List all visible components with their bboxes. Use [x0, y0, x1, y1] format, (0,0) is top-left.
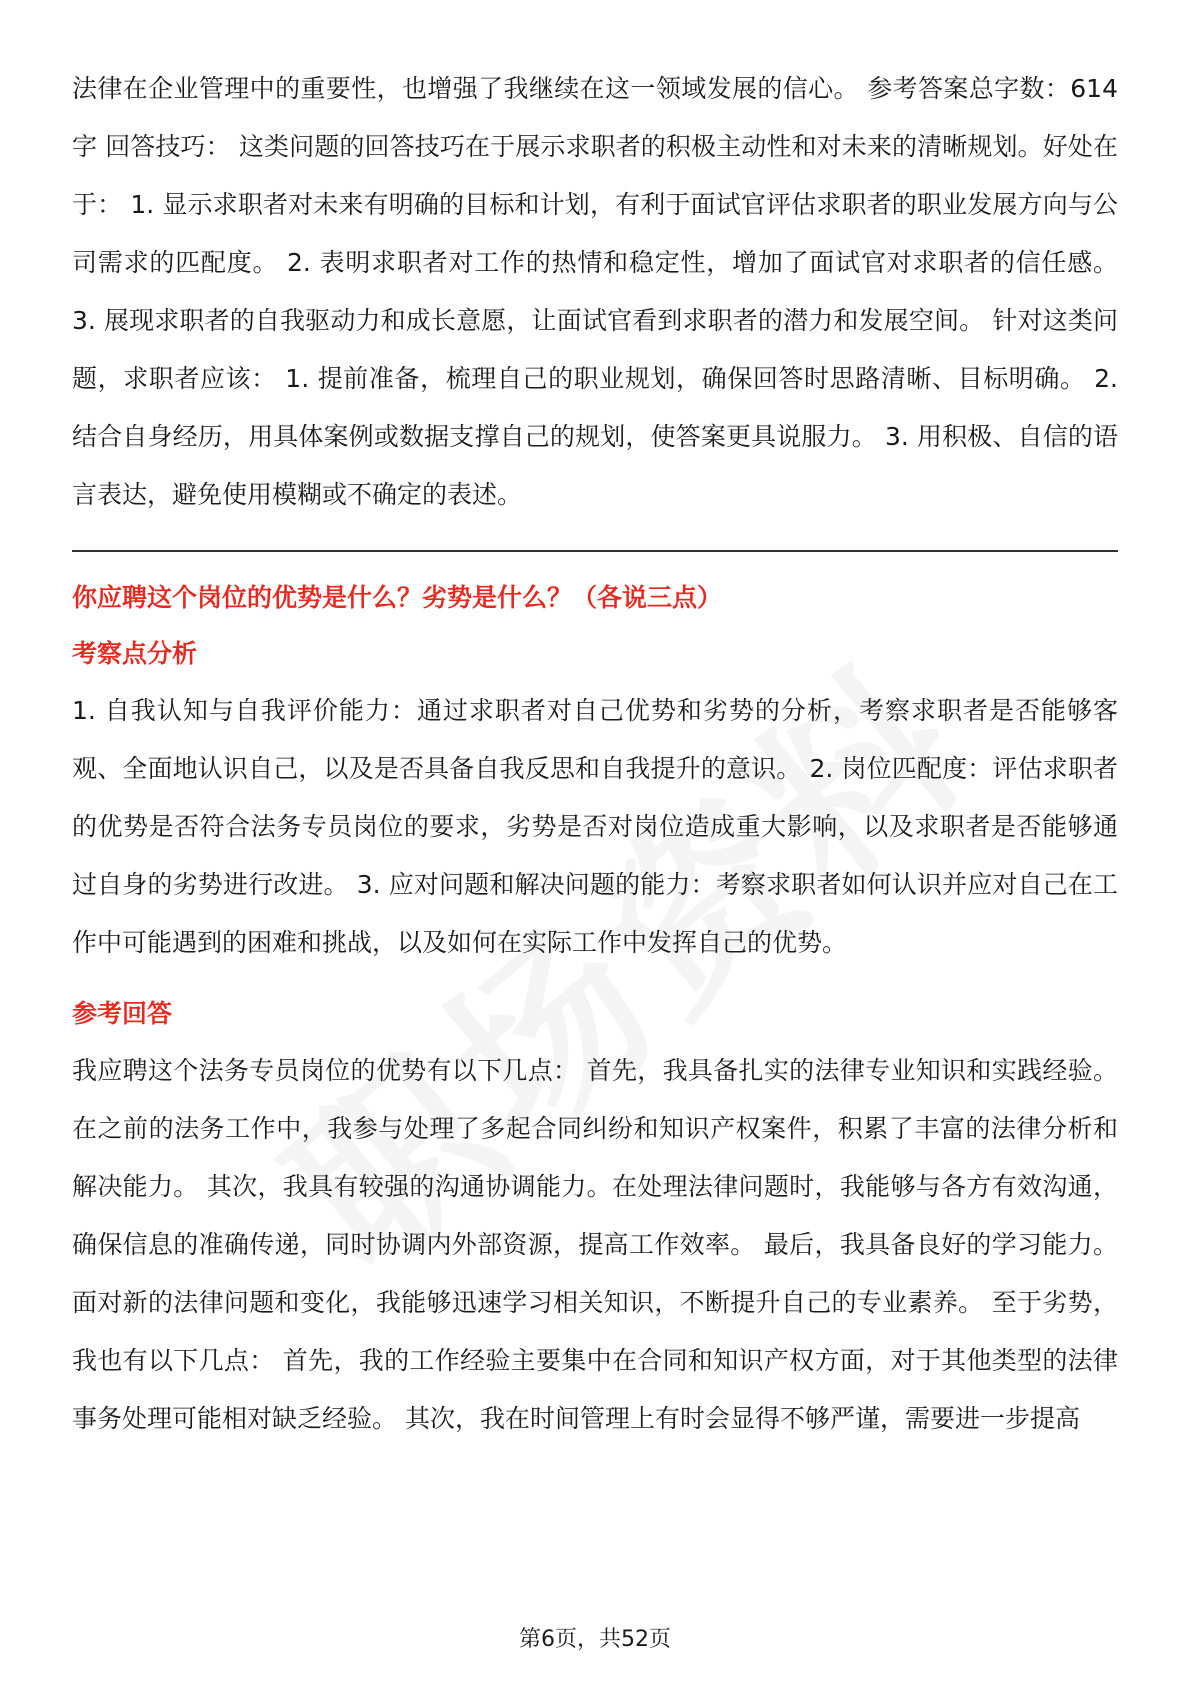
- section-divider: [72, 550, 1118, 552]
- page-number: 第6页，共52页: [519, 1627, 671, 1652]
- document-page: [72, 60, 1118, 1448]
- intro-paragraph: 法律在企业管理中的重要性，也增强了我继续在这一领域发展的信心。 参考答案总字数：614字 回答技巧： 这类问题的回答技巧在于展示求职者的积极主动性和对未来的清晰规划。好处在于： 1. 显示求职者对未来有明确的目标和计划，有利于面试官评估求职者的职业发展方向与公司需求的匹配度。 2. 表明求职者对工作的热情和稳定性，增加了面试官对求职者的信任感。 3. 展现求职者的自我驱动力和成长意愿，让面试官看到求职者的潜力和发展空间。 针对这类问题，求职者应该： 1. 提前准备，梳理自己的职业规划，确保回答时思路清晰、目标明确。 2. 结合自身经历，用具体案例或数据支撑自己的规划，使答案更具说服力。 3. 用积极、自信的语言表达，避免使用模糊或不确定的表述。: [72, 74, 1118, 509]
- question-title: 你应聘这个岗位的优势是什么？劣势是什么？（各说三点）: [72, 583, 723, 612]
- reference-paragraph: 我应聘这个法务专员岗位的优势有以下几点： 首先，我具备扎实的法律专业知识和实践经验。在之前的法务工作中，我参与处理了多起合同纠纷和知识产权案件，积累了丰富的法律分析和解决能力。 其次，我具有较强的沟通协调能力。在处理法律问题时，我能够与各方有效沟通，确保信息的准确传递，同时协调内外部资源，提高工作效率。 最后，我具备良好的学习能力。面对新的法律问题和变化，我能够迅速学习相关知识，不断提升自己的专业素养。 至于劣势，我也有以下几点： 首先，我的工作经验主要集中在合同和知识产权方面，对于其他类型的法律事务处理可能相对缺乏经验。 其次，我在时间管理上有时会显得不够严谨，需要进一步提高: [72, 1056, 1118, 1433]
- reference-heading: 参考回答: [72, 999, 173, 1028]
- analysis-paragraph: 1. 自我认知与自我评价能力：通过求职者对自己优势和劣势的分析，考察求职者是否能够客观、全面地认识自己，以及是否具备自我反思和自我提升的意识。 2. 岗位匹配度：评估求职者的优势是否符合法务专员岗位的要求，劣势是否对岗位造成重大影响，以及求职者是否能够通过自身的劣势进行改进。 3. 应对问题和解决问题的能力：考察求职者如何认识并应对自己在工作中可能遇到的困难和挑战，以及如何在实际工作中发挥自己的优势。: [72, 696, 1118, 957]
- analysis-heading: 考察点分析: [72, 639, 198, 668]
